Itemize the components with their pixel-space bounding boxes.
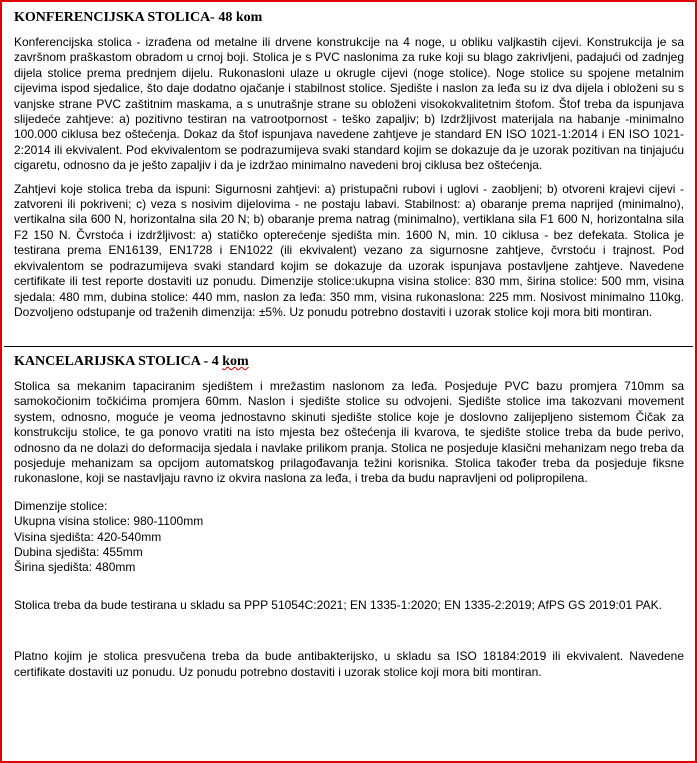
office-chair-description: Stolica sa mekanim tapaciranim sjedištem i mrežastim naslonom za leđa. Posjeduje PVC bazu promjera 710mm sa samokočionim točkićima promjera 60mm. Naslon i sjedište stolice su odvojeni. Sjedište stolice ima takozvani movement system, odnosno, moguće je veoma jednostavno skinuti sjedište stolice koje je doslovno zalijepljeno sistemom Čičak za konstrukciju stolice, te ga ponovo vratiti na isto mjesta bez oštećenja ili kvarova, te sjedište stolice treba da bude perivo, odnosno da ne dolazi do deformacija sjedala i navlake prilikom pranja. Stolica ne posjeduje klasični mehanizam nego treba da posjeduje mehanizam sa opcijom automatskog prilagođavanja težini korisnika. Stolica također treba da posjeduje fiksne rukonaslone, koji se nastavljaju ravno iz okvira naslona za leđa, i treba da budu napravljeni od polipropilena.	[14, 379, 684, 486]
conference-chair-title: KONFERENCIJSKA STOLICA- 48 kom	[14, 10, 263, 25]
dimensions-heading: Dimenzije stolice:	[14, 498, 108, 513]
office-chair-title-text: KANCELARIJSKA STOLICA - 4	[14, 354, 223, 369]
dimension-item: Širina sjedišta: 480mm	[14, 560, 136, 575]
office-chair-title-unit: kom	[222, 354, 249, 369]
office-chair-antibacterial: Platno kojim je stolica presvučena treba da bude antibakterijsko, u skladu sa ISO 18184:2019 ili ekvivalent. Navedene certifikate dostaviti uz ponudu. Uz ponudu potrebno dostaviti i uzorak stolice koji mora biti montiran.	[14, 649, 684, 679]
dimension-item: Dubina sjedišta: 455mm	[14, 545, 143, 560]
office-chair-title	[14, 353, 684, 370]
office-chair-section	[4, 348, 693, 759]
section-divider	[4, 346, 693, 347]
dimension-item: Visina sjedišta: 420-540mm	[14, 529, 162, 544]
conference-chair-section	[4, 4, 693, 347]
office-chair-dimensions	[14, 499, 684, 576]
dimension-item: Ukupna visina stolice: 980-1100mm	[14, 514, 204, 529]
conference-chair-requirements: Zahtjevi koje stolica treba da ispuni: Sigurnosni zahtjevi: a) pristupačni rubovi i uglovi - zaobljeni; b) otvoreni krajevi cijevi - zatvoreni ili pokriveni; c) veza s nosivim dijelovima - ne postaju labavi. Stabilnost: a) obaranje prema naprijed (minimalno), vertikalna sila 600 N, horizontalna sila 20 N; b) obaranje prema natrag (minimalno), vertiklana sila F1 600 N, horizontalna sila F2 150 N. Čvrstoća i izdržljivost: a) statičko opterećenje sjedišta min. 1600 N, min. 10 ciklusa - bez defekata. Stolica je testirana prema EN16139, EN1728 i EN1022 (ili ekvivalent) vezano za sigurnosne zahtjeve, čvrstoću i trajnost. Pod ekvivalentom se podrazumijeva svaki standard kojim se dokazuje da uzorak ispunjava postavljene zahtjeve. Navedene certifikate ili test reporte dostaviti uz ponudu. Dimenzije stolice:ukupna visina stolice: 830 mm, širina stolice: 500 mm, visina sjedala: 480 mm, dubina stolice: 440 mm, naslon za leđa: 350 mm, visina rukonaslona: 225 mm. Nosivost minimalno 110kg. Dozvoljeno odstupanje od traženih dimenzija: ±5%. Uz ponudu potrebno dostaviti i uzorak stolice koji mora biti montiran.	[14, 181, 684, 319]
office-chair-testing: Stolica treba da bude testirana u skladu sa PPP 51054C:2021; EN 1335-1:2020; EN 1335-2:2019; AfPS GS 2019:01 PAK.	[14, 597, 662, 612]
conference-chair-description: Konferencijska stolica - izrađena od metalne ili drvene konstrukcije na 4 noge, u obliku valjkastih cijevi. Konstrukcija je sa završnom praškastom obradom u crnoj boji. Stolica je s PVC naslonima za ruke koji su blago zakrivljeni, padajući od zadnjeg dijela stolice prema prednjem dijelu. Rukonasloni ulaze u okrugle cijevi (noge stolice). Noge stolice su spojene metalnim cijevima ispod sjedalice, što daje dodatno ojačanje i stabilnost stolice. Sjedište i naslon za leđa su iz dva dijela i obloženi su s vanjske strane PVC zaštitnim maskama, a s unutrašnje strane su obloženi visokokvalitetnim štofom. Štof treba da ispunjava slijedeće zahtjeve: a) pozitivno testiran na vatrootpornost - teško zapaljiv; b) Izdržljivost materijala na habanje -minimalno 100.000 ciklusa bez oštećenja. Dokaz da štof ispunjava navedene zahtjeve je standard EN ISO 1021-1:2014 i EN ISO 1021-2:2014 ili ekvivalent. Pod ekvivalentom se podrazumijeva svaki standard kojim se dokazuje da je uzorak pozitivan na tinjajuću cigaretu, odnosno da je ješto zapaljiv i da je izdržao minimalno navedeni broj ciklusa bez oštećenja.	[14, 35, 684, 173]
